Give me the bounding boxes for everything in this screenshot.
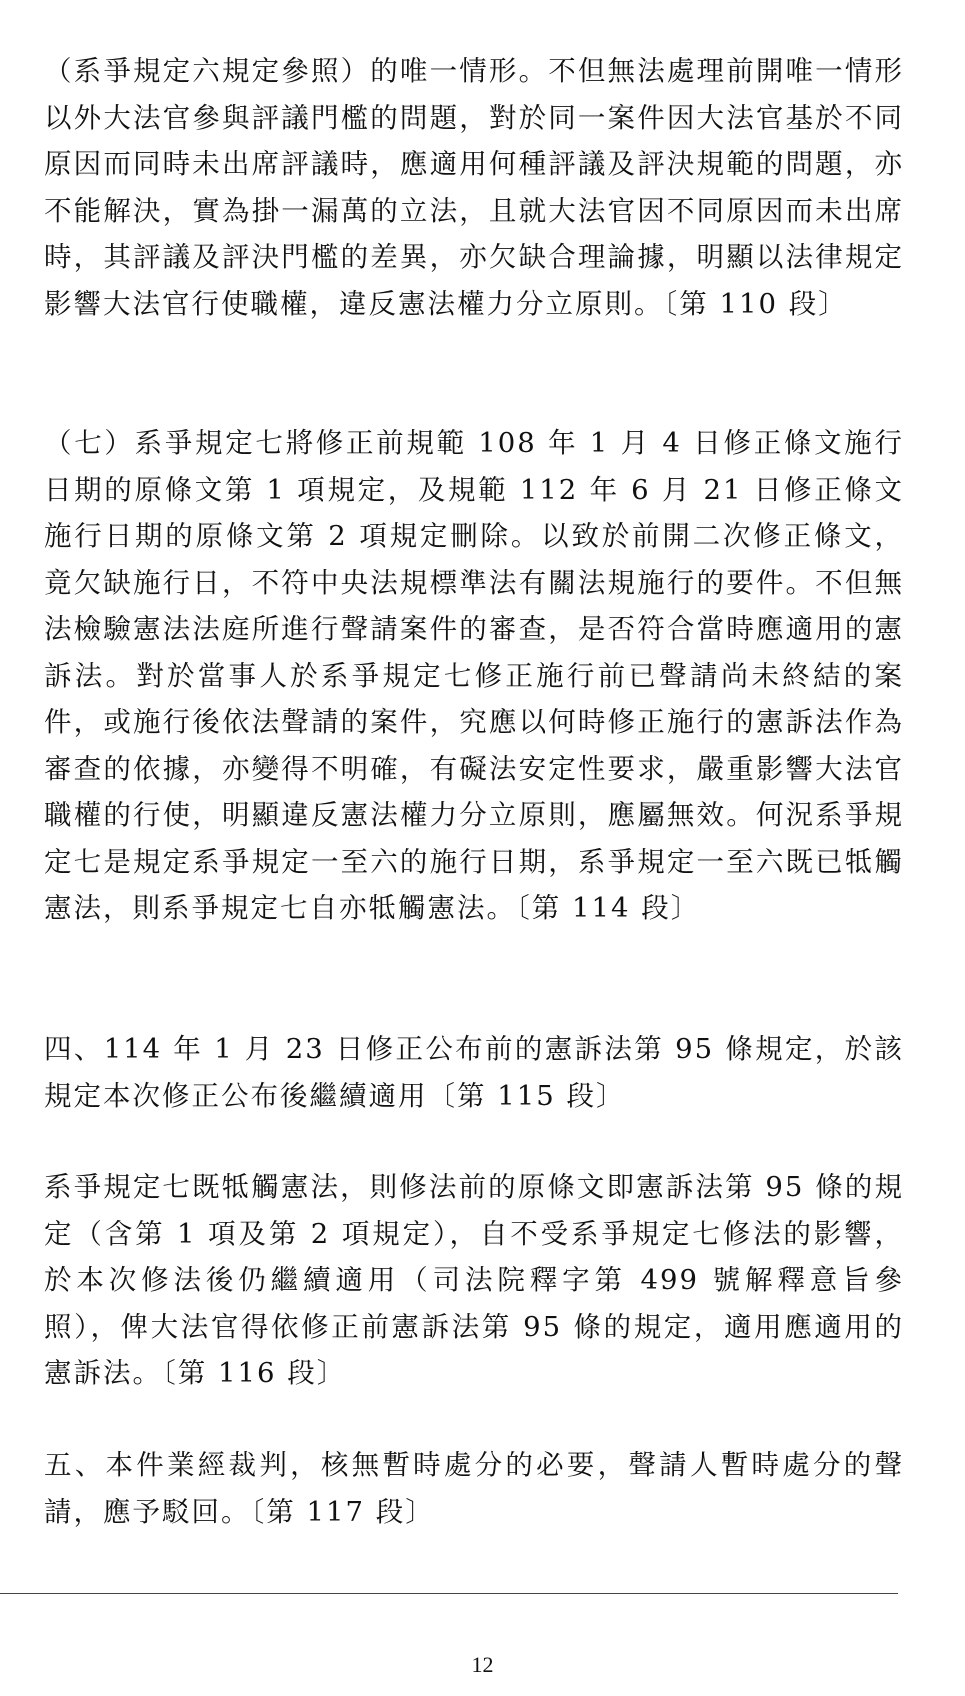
- heading-section-4: 四、114 年 1 月 23 日修正公布前的憲訴法第 95 條規定，於該規定本次修正公布後繼續適用〔第 115 段〕: [44, 1033, 904, 1112]
- paragraph-110: （系爭規定六規定參照）的唯一情形。不但無法處理前開唯一情形以外大法官參與評議門檻的問題，對於同一案件因大法官基於不同原因而同時未出席評議時，應適用何種評議及評決規範的問題，亦不能解決，實為掛一漏萬的立法，且就大法官因不同原因而未出席時，其評議及評決門檻的差異，亦欠缺合理論據，明顯以法律規定影響大法官行使職權，違反憲法權力分立原則。〔第 110 段〕: [44, 55, 904, 320]
- paragraph-114: （七）系爭規定七將修正前規範 108 年 1 月 4 日修正條文施行日期的原條文第 1 項規定，及規範 112 年 6 月 21 日修正條文施行日期的原條文第 2 項規定刪除。以致於前開二次修正條文，竟欠缺施行日，不符中央法規標準法有關法規施行的要件。不但無法檢驗憲法法庭所進行聲請案件的審查，是否符合當時應適用的憲訴法。對於當事人於系爭規定七修正施行前已聲請尚未終結的案件，或施行後依法聲請的案件，究應以何時修正施行的憲訴法作為審查的依據，亦變得不明確，有礙法安定性要求，嚴重影響大法官職權的行使，明顯違反憲法權力分立原則，應屬無效。何況系爭規定七是規定系爭規定一至六的施行日期，系爭規定一至六既已牴觸憲法，則系爭規定七自亦牴觸憲法。〔第 114 段〕: [44, 427, 904, 924]
- paragraph-116: 系爭規定七既牴觸憲法，則修法前的原條文即憲訴法第 95 條的規定（含第 1 項及第 2 項規定），自不受系爭規定七修法的影響，於本次修法後仍繼續適用（司法院釋字第 499 號解釋意旨參照），俾大法官得依修正前憲訴法第 95 條的規定，適用應適用的憲訴法。〔第 116 段〕: [44, 1171, 904, 1389]
- footnote-divider: [0, 1593, 898, 1594]
- page-number: 12: [471, 1652, 494, 1677]
- paragraph-117: 五、本件業經裁判，核無暫時處分的必要，聲請人暫時處分的聲請，應予駁回。〔第 117 段〕: [44, 1449, 904, 1528]
